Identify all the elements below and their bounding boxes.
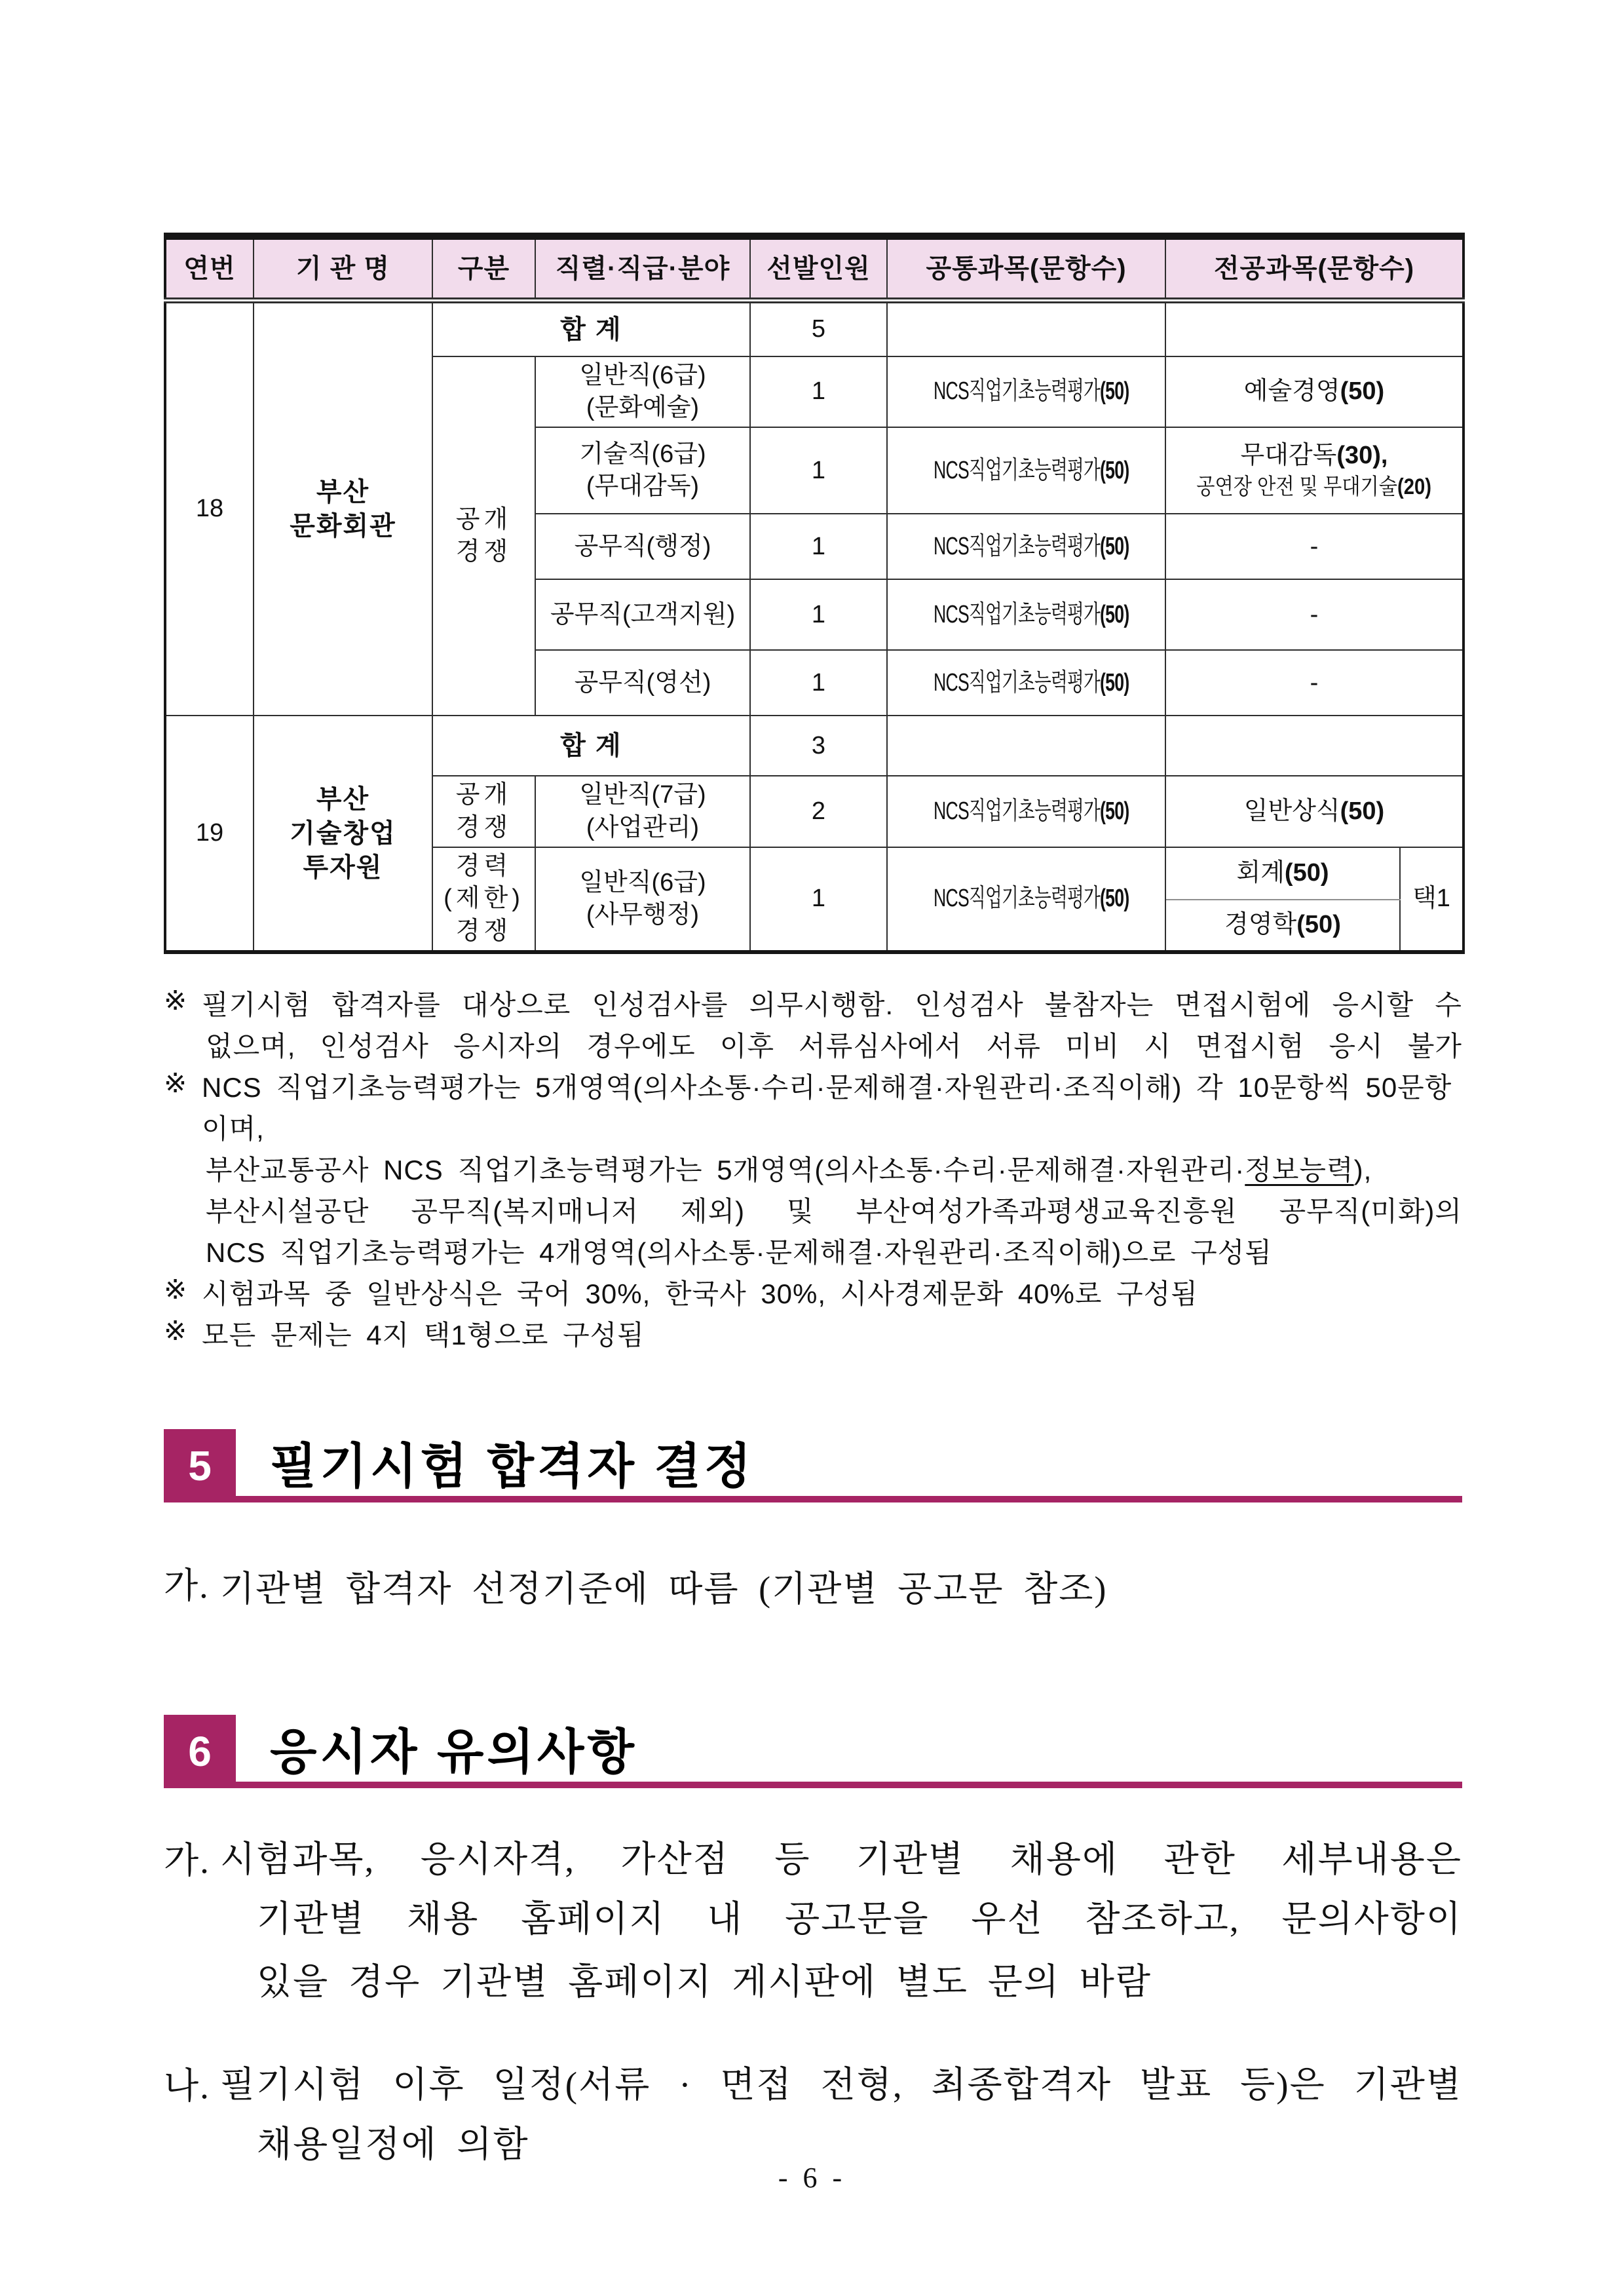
note-line: NCS 직업기초능력평가는 4개영역(의사소통·문제해결·자원관리·조직이해)으로 구성됨: [206, 1237, 1272, 1269]
cell-common-empty: [887, 716, 1165, 776]
cell-choose-one: 택1: [1400, 847, 1463, 952]
cell-org: 부산 문화회관: [254, 301, 432, 716]
note-line: 모든 문제는 4지 택1형으로 구성됨: [202, 1320, 645, 1351]
reference-mark: ※: [164, 1067, 188, 1099]
paragraph-line: 시험과목, 응시자격, 가산점 등 기관별 채용에 관한 세부내용은: [220, 1839, 1462, 1880]
paragraph-line: 기관별 합격자 선정기준에 따름 (기관별 공고문 참조): [220, 1569, 1108, 1609]
note-question-format: [164, 1314, 1462, 1356]
cell-job: 기술직(6급) (무대감독): [535, 427, 750, 514]
col-header-job: 직렬·직급·분야: [535, 237, 750, 301]
cell-count: 1: [750, 514, 887, 579]
cell-common-subject: NCS직업기초능력평가(50): [887, 847, 1165, 952]
col-header-major-subject: 전공과목(문항수): [1165, 237, 1463, 301]
cell-common-subject: NCS직업기초능력평가(50): [887, 356, 1165, 428]
section-5-header: [164, 1429, 1462, 1502]
section-title-rule: [236, 1715, 1462, 1788]
cell-job: 일반직(7급) (사업관리): [535, 776, 750, 847]
section-number: 5: [188, 1442, 212, 1490]
cell-subtotal-count: 3: [750, 716, 887, 776]
cell-job: 공무직(영선): [535, 650, 750, 716]
cell-common-subject: NCS직업기초능력평가(50): [887, 579, 1165, 650]
section-title: 응시자 유의사항: [270, 1725, 637, 1780]
cell-common-subject: NCS직업기초능력평가(50): [887, 514, 1165, 579]
cell-job: 일반직(6급) (사무행정): [535, 847, 750, 952]
cell-category: 공개 경쟁: [432, 356, 535, 716]
cell-job: 일반직(6급) (문화예술): [535, 356, 750, 428]
section-title: 필기시험 합격자 결정: [270, 1439, 755, 1494]
paragraph-line: 필기시험 이후 일정(서류 · 면접 전형, 최종합격자 발표 등)은 기관별: [220, 2065, 1462, 2105]
note-line: 없으며, 인성검사 응시자의 경우에도 이후 서류심사에서 서류 미비 시 면접시험 응시 불가: [206, 1031, 1462, 1062]
paragraph-line: 채용일정에 의함: [257, 2124, 529, 2165]
note-line: NCS 직업기초능력평가는 5개영역(의사소통·수리·문제해결·자원관리·조직이해) 각 10문항씩 50문항이며,: [202, 1072, 1452, 1145]
paragraph-line: 있을 경우 기관별 홈페이지 게시판에 별도 문의 바람: [257, 1962, 1152, 2002]
note-personality-test: [164, 984, 1462, 1067]
cell-count: 1: [750, 579, 887, 650]
cell-common-empty: [887, 301, 1165, 356]
exam-subjects-table: [164, 233, 1465, 954]
cell-common-subject: NCS직업기초능력평가(50): [887, 650, 1165, 716]
list-label: 가.: [164, 1566, 210, 1606]
col-header-category: 구분: [432, 237, 535, 301]
cell-major-empty: [1165, 301, 1463, 356]
cell-common-subject: NCS직업기초능력평가(50): [887, 776, 1165, 847]
cell-no: 18: [165, 301, 254, 716]
col-header-common-subject: 공통과목(문항수): [887, 237, 1165, 301]
section-5-item: [164, 1558, 1462, 1620]
cell-count: 1: [750, 356, 887, 428]
cell-count: 1: [750, 650, 887, 716]
section-number-badge: [164, 1429, 236, 1502]
cell-major-subject: 무대감독(30), 공연장 안전 및 무대기술(20): [1165, 427, 1463, 514]
col-header-org: 기 관 명: [254, 237, 432, 301]
cell-major-subject: 일반상식(50): [1165, 776, 1463, 847]
section-6-item-na: [164, 2057, 1462, 2176]
cell-major-none: -: [1165, 514, 1463, 579]
cell-common-subject: NCS직업기초능력평가(50): [887, 427, 1165, 514]
cell-count: 2: [750, 776, 887, 847]
cell-major-none: -: [1165, 579, 1463, 650]
footnotes: [164, 984, 1462, 1356]
table-row: [165, 716, 1463, 776]
section-6-item-ga: [164, 1831, 1462, 2014]
cell-major-subject: 예술경영(50): [1165, 356, 1463, 428]
page-number: - 6 -: [778, 2162, 846, 2194]
cell-major-empty: [1165, 716, 1463, 776]
note-line: 부산시설공단 공무직(복지매니저 제외) 및 부산여성가족과평생교육진흥원 공무직(미화)의: [206, 1196, 1462, 1227]
reference-mark: ※: [164, 1315, 188, 1347]
note-ncs-structure: [164, 1067, 1462, 1273]
section-title-rule: [236, 1429, 1462, 1502]
paragraph-line: 기관별 채용 홈페이지 내 공고문을 우선 참조하고, 문의사항이: [257, 1899, 1462, 1940]
section-number-badge: [164, 1715, 236, 1788]
list-label: 나.: [164, 2066, 210, 2107]
cell-subtotal-count: 5: [750, 301, 887, 356]
note-line: 필기시험 합격자를 대상으로 인성검사를 의무시행함. 인성검사 불참자는 면접시험에 응시할 수: [202, 989, 1462, 1021]
reference-mark: ※: [164, 1274, 188, 1305]
cell-job: 공무직(행정): [535, 514, 750, 579]
note-general-knowledge: [164, 1273, 1462, 1314]
cell-category: 공개 경쟁: [432, 776, 535, 847]
underlined-text: 정보능력: [1245, 1155, 1354, 1186]
col-header-count: 선발인원: [750, 237, 887, 301]
cell-count: 1: [750, 427, 887, 514]
table-row: [165, 301, 1463, 356]
list-label: 가.: [164, 1841, 210, 1881]
cell-major-option-1: 회계(50): [1165, 847, 1400, 900]
section-6-header: [164, 1715, 1462, 1788]
reference-mark: ※: [164, 985, 188, 1016]
cell-org: 부산 기술창업 투자원: [254, 716, 432, 952]
cell-no: 19: [165, 716, 254, 952]
col-header-no: 연번: [165, 237, 254, 301]
note-line: 시험과목 중 일반상식은 국어 30%, 한국사 30%, 시사경제문화 40%로 구성됨: [202, 1278, 1198, 1310]
cell-major-option-2: 경영학(50): [1165, 900, 1400, 952]
section-number: 6: [188, 1728, 212, 1776]
cell-count: 1: [750, 847, 887, 952]
note-line: 부산교통공사 NCS 직업기초능력평가는 5개영역(의사소통·수리·문제해결·자원관리·정보능력),: [206, 1155, 1372, 1186]
cell-category: 경력 (제한) 경쟁: [432, 847, 535, 952]
cell-major-none: -: [1165, 650, 1463, 716]
cell-job: 공무직(고객지원): [535, 579, 750, 650]
table-header-row: [165, 237, 1463, 301]
cell-subtotal-label: 합 계: [432, 716, 750, 776]
cell-subtotal-label: 합 계: [432, 301, 750, 356]
